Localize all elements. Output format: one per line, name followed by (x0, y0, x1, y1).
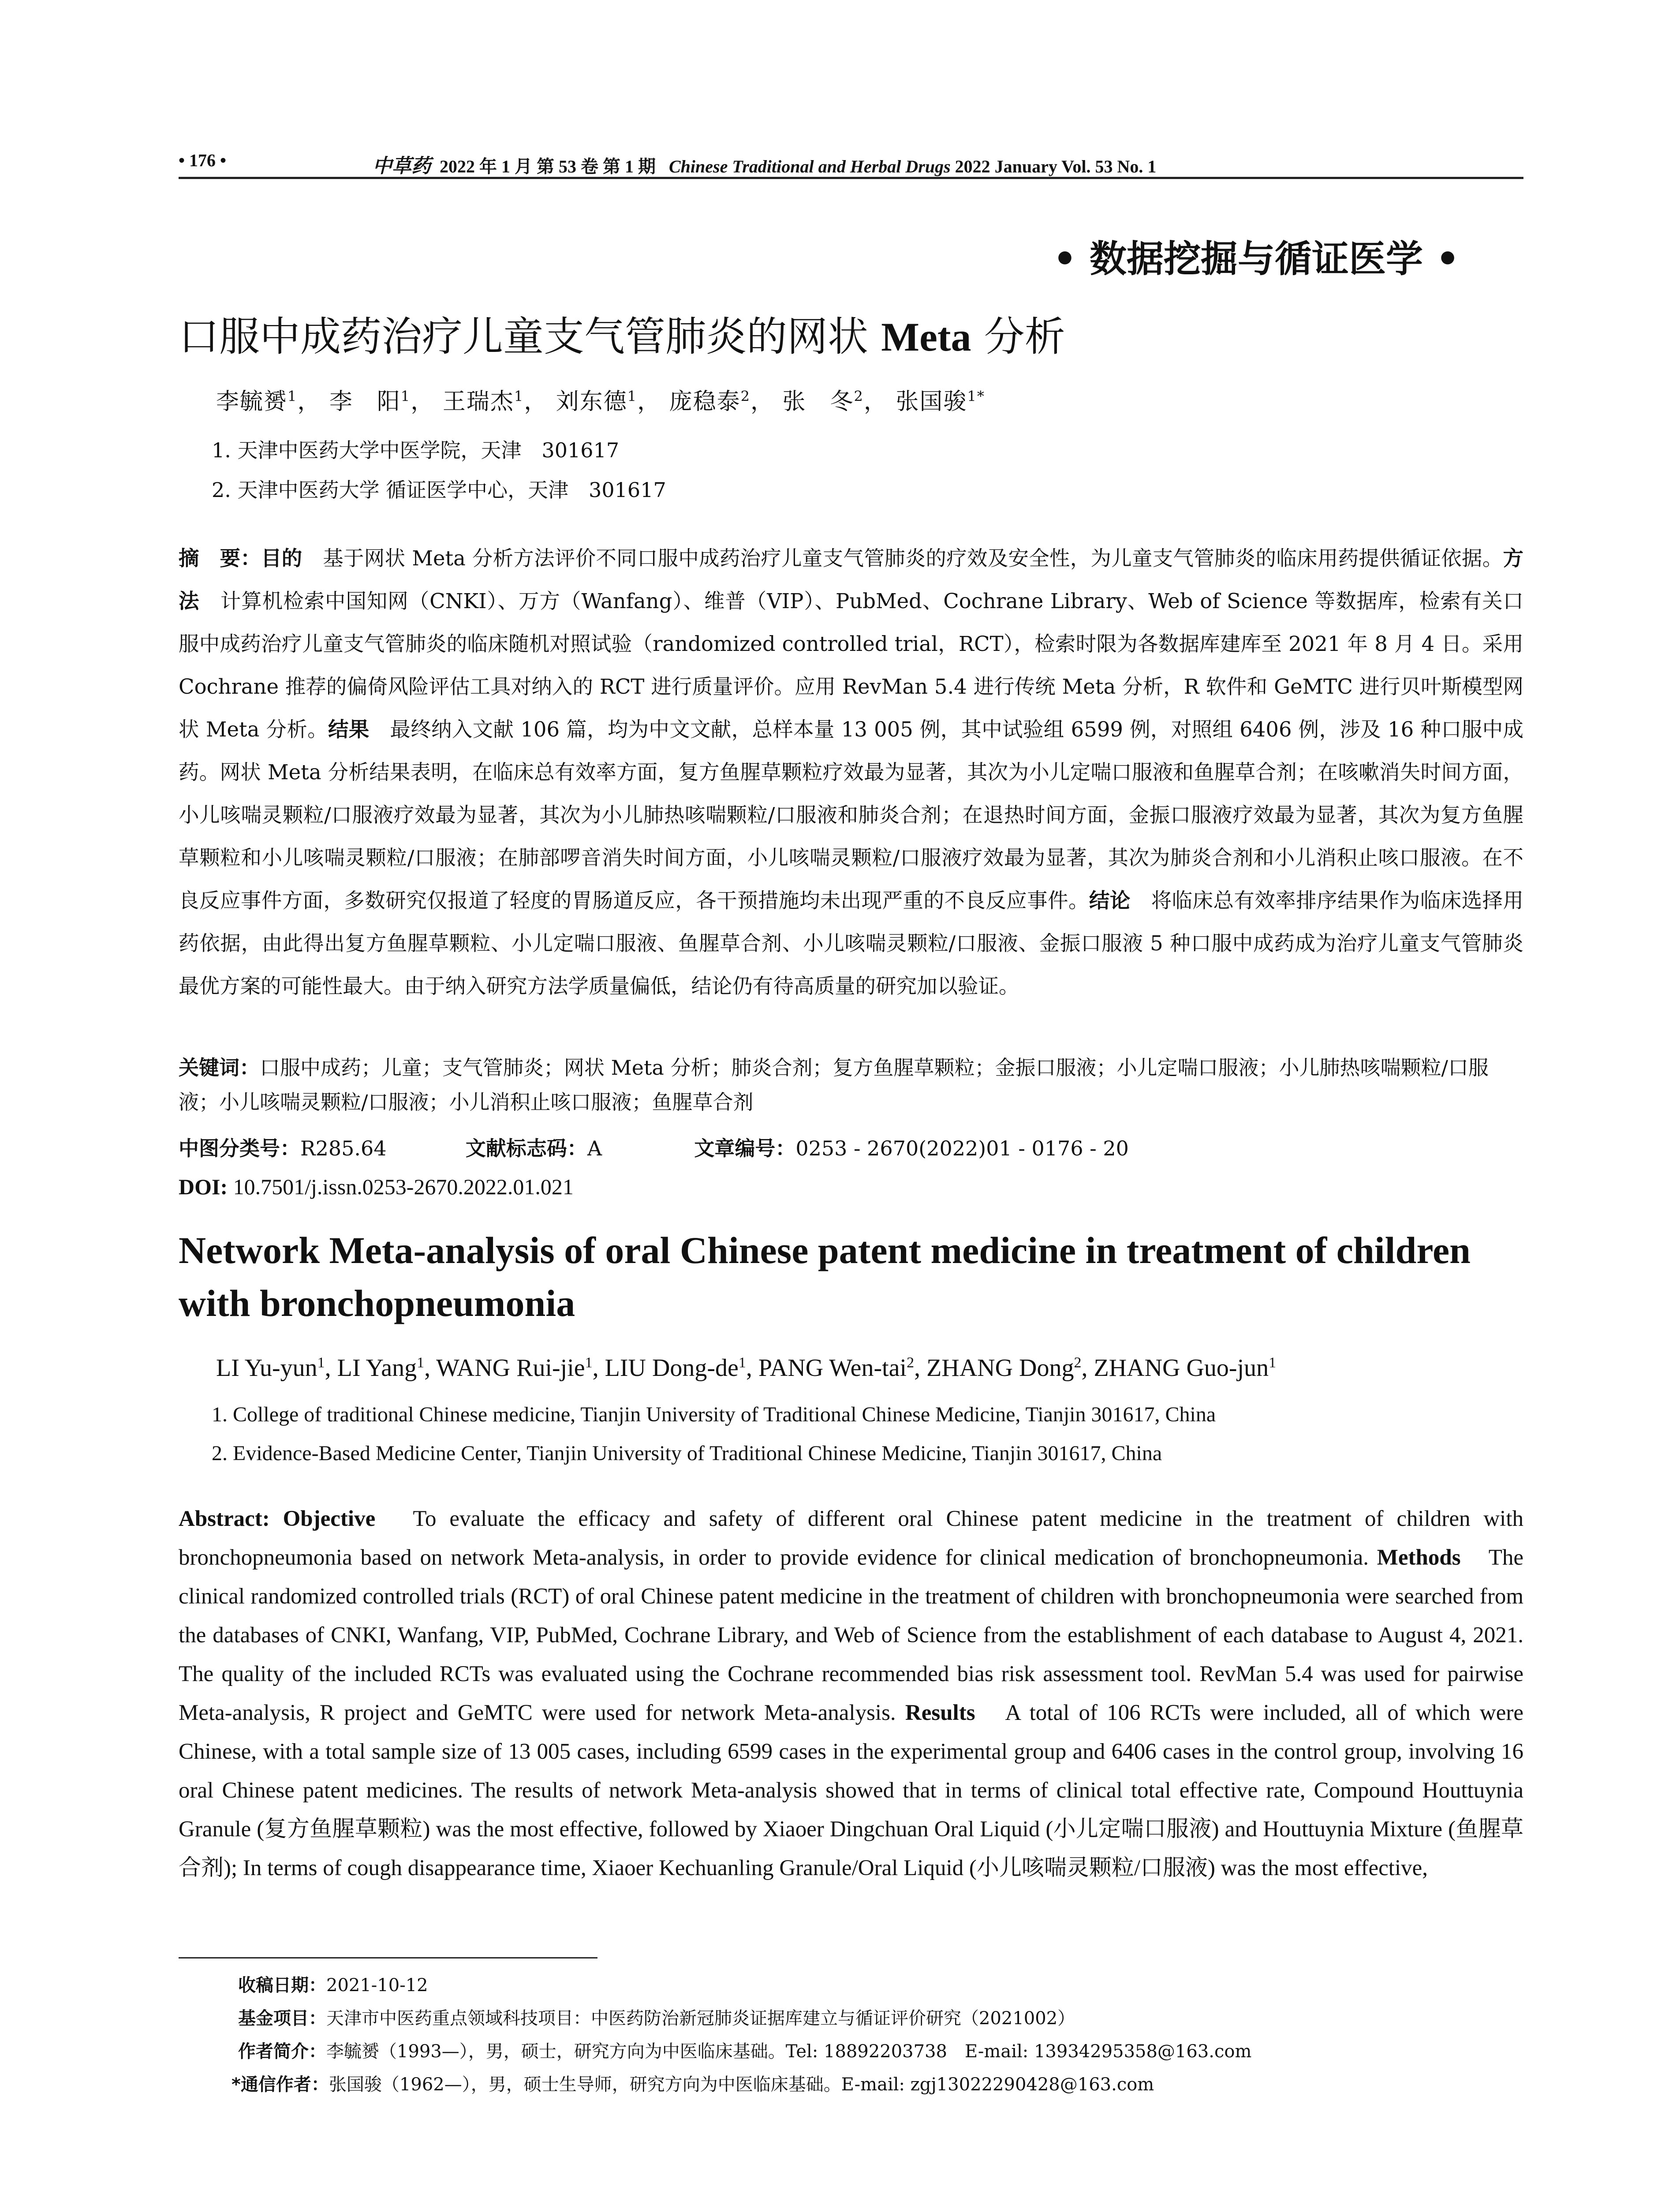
author-name-en: WANG Rui-jie (436, 1354, 585, 1382)
doc-code-value: A (587, 1136, 602, 1160)
issue-en: 2022 January Vol. 53 No. 1 (955, 157, 1157, 176)
affiliation-en-1: 1. College of traditional Chinese medicine, Tianjin University of Traditional Chinese Medicine, Tianjin 301617, China (212, 1403, 1216, 1426)
clc-value: R285.64 (300, 1136, 387, 1160)
affiliation-en-2: 2. Evidence-Based Medicine Center, Tianjin University of Traditional Chinese Medicine, Tianjin 301617, China (212, 1442, 1162, 1465)
doi-label: DOI: (179, 1174, 228, 1199)
author-affiliation-mark: 1 (317, 1354, 325, 1371)
doc-code-label: 文献标志码： (465, 1136, 587, 1160)
keywords-text: 口服中成药；儿童；支气管肺炎；网状 Meta 分析；肺炎合剂；复方鱼腥草颗粒；金振口服液；小儿定喘口服液；小儿肺热咳喘颗粒/口服液；小儿咳喘灵颗粒/口服液；小儿消积止咳口服液；鱼腥草合剂 (179, 1056, 1489, 1114)
author-affiliation-mark: 2 (907, 1354, 915, 1371)
author-name-en: LIU Dong-de (605, 1354, 739, 1382)
article-number-value: 0253 - 2670(2022)01 - 0176 - 20 (795, 1136, 1129, 1160)
author-affiliation-mark: 1 (400, 388, 411, 405)
page-number: • 176 • (179, 150, 227, 170)
footnote-label: 作者简介： (238, 2041, 326, 2062)
abstract-cn-label: 摘 要： (179, 546, 261, 570)
abstract-en-label: Abstract: Objective (179, 1506, 376, 1531)
clc-label: 中图分类号： (179, 1136, 300, 1160)
footnote-label: 基金项目： (238, 2008, 326, 2029)
objective-en-text: To evaluate the efficacy and safety of different oral Chinese patent medicine in the treatment of children with bronchopneumonia based on network Meta-analysis, in order to provide evidence for clinical medication of bronchopneumonia. (179, 1506, 1523, 1570)
footnote-text: 张国骏（1962—），男，硕士生导师，研究方向为中医临床基础。E-mail: zgj13022290428@163.com (329, 2074, 1154, 2095)
doi-line (179, 1170, 1523, 1204)
footnote-text: 2021-10-12 (326, 1975, 428, 1996)
methods-en-label: Methods (1377, 1545, 1461, 1570)
author-affiliation-mark: 1 (627, 388, 638, 405)
classification-line (179, 1131, 1523, 1166)
objective-label: 目的 (261, 546, 302, 570)
footnote-text: 李毓赟（1993—），男，硕士，研究方向为中医临床基础。Tel: 18892203738 E-mail: 13934295358@163.com (326, 2041, 1252, 2062)
methods-en-text: The clinical randomized controlled trials (RCT) of oral Chinese patent medicine in the treatment of children with bronchopneumonia were searched from the databases of CNKI, Wanfang, VIP, PubMed, Cochrane Library, and Web of Science from the establishment of each database to August 4, 2021. The quality of the included RCTs was evaluated using the Cochrane recommended bias risk assessment tool. RevMan 5.4 was used for pairwise Meta-analysis, R project and GeMTC were used for network Meta-analysis. (179, 1545, 1523, 1725)
title-cn-bold: Meta (881, 314, 971, 359)
abstract-en (179, 1499, 1523, 1887)
author-affiliation-mark: 1 (1269, 1354, 1277, 1371)
author-affiliation-mark: 1* (967, 388, 985, 405)
doi-value[interactable]: 10.7501/j.issn.0253-2670.2022.01.021 (228, 1174, 574, 1199)
authors-cn: 李毓赟$^1$， 李 阳$^1$， 王瑞杰$^1$， 刘东德$^1$， 庞稳泰$^2$， 张 冬$^2$， 张国骏$^{1*}$ (216, 388, 985, 415)
author-name: 王瑞杰 (442, 389, 514, 415)
author-name-en: PANG Wen-tai (758, 1354, 907, 1382)
results-label: 结果 (328, 718, 370, 741)
footnote-funding (238, 2004, 1075, 2029)
author-name-en: LI Yang (337, 1354, 417, 1382)
header-rule (179, 177, 1523, 179)
footnote-label: *通信作者： (231, 2074, 329, 2095)
journal-name-en: Chinese Traditional and Herbal Drugs (669, 157, 951, 176)
author-name: 张国骏 (896, 389, 967, 415)
author-name: 李 阳 (329, 389, 401, 415)
running-header (179, 145, 1523, 180)
methods-text: 计算机检索中国知网（CNKI）、万方（Wanfang）、维普（VIP）、PubMed、Cochrane Library、Web of Science 等数据库，检索有关口服中成药治疗儿童支气管肺炎的临床随机对照试验（randomized controlled trial，RCT），检索时限为各数据库建库至 2021 年 8 月 4 日。采用 Cochrane 推荐的偏倚风险评估工具对纳入的 RCT 进行质量评价。应用 RevMan 5.4 进行传统 Meta 分析，R 软件和 GeMTC 进行贝叶斯模型网状 Meta 分析。 (179, 589, 1524, 741)
affiliation-cn-1: 1. 天津中医药大学中医学院，天津 301617 (212, 438, 620, 462)
objective-text: 基于网状 Meta 分析方法评价不同口服中成药治疗儿童支气管肺炎的疗效及安全性，为儿童支气管肺炎的临床用药提供循证依据。 (302, 546, 1503, 570)
author-affiliation-mark: 1 (287, 388, 298, 405)
keywords-cn (179, 1050, 1523, 1119)
footnote-text: 天津市中医药重点领域科技项目：中医药防治新冠肺炎证据库建立与循证评价研究（2021002） (326, 2008, 1075, 2029)
authors-en: LI Yu-yun$^1$, LI Yang$^1$, WANG Rui-jie$^1$, LIU Dong-$de^1$, PANG Wen-tai$^2$, ZHANG Dong$^2$, ZHANG Guo-jun$^1$ (216, 1354, 1277, 1382)
methods-label: 方法 (179, 546, 1524, 613)
author-affiliation-mark: 2 (854, 388, 864, 405)
footnote-author-bio (238, 2037, 1251, 2063)
abstract-cn (179, 537, 1523, 1008)
conclusion-text: 将临床总有效率排序结果作为临床选择用药依据，由此得出复方鱼腥草颗粒、小儿定喘口服液、鱼腥草合剂、小儿咳喘灵颗粒/口服液、金振口服液 5 种口服中成药成为治疗儿童支气管肺炎最优方案的可能性最大。由于纳入研究方法学质量偏低，结论仍有待高质量的研究加以验证。 (179, 889, 1523, 998)
footnote-corresponding (231, 2070, 1154, 2096)
footnote-received (238, 1971, 428, 1996)
author-name: 张 冬 (782, 389, 854, 415)
author-affiliation-mark: 1 (417, 1354, 425, 1371)
title-cn-text: 口服中成药治疗儿童支气管肺炎的网状 (179, 313, 881, 360)
results-en-label: Results (905, 1700, 975, 1725)
author-affiliation-mark: 1 (738, 1354, 746, 1371)
author-name-en: ZHANG Guo-jun (1094, 1354, 1269, 1382)
author-name-en: ZHANG Dong (926, 1354, 1074, 1382)
title-cn-suffix: 分析 (971, 313, 1065, 360)
author-affiliation-mark: 2 (1074, 1354, 1082, 1371)
author-name: 庞稳泰 (669, 389, 741, 415)
conclusion-label: 结论 (1089, 889, 1131, 912)
author-name-en: LI Yu-yun (216, 1354, 317, 1382)
author-affiliation-mark: 2 (740, 388, 750, 405)
journal-info (373, 150, 1156, 178)
footnote-rule (179, 1957, 597, 1958)
article-number-label: 文章编号： (694, 1136, 796, 1160)
results-en-text: A total of 106 RCTs were included, all of which were Chinese, with a total sample size of 13 005 cases, including 6599 cases in the experimental group and 6406 cases in the control group, involving 16 oral Chinese patent medicines. The results of network Meta-analysis showed that in terms of clinical total effective rate, Compound Houttuynia Granule (复方鱼腥草颗粒) was the most effective, followed by Xiaoer Dingchuan Oral Liquid (小儿定喘口服液) and Houttuynia Mixture (鱼腥草合剂); In terms of cough disappearance time, Xiaoer Kechuanling Granule/Oral Liquid (小儿咳喘灵颗粒/口服液) was the most effective, (179, 1700, 1523, 1880)
title-cn (179, 304, 1065, 363)
results-text: 最终纳入文献 106 篇，均为中文文献，总样本量 13 005 例，其中试验组 6599 例，对照组 6406 例，涉及 16 种口服中成药。网状 Meta 分析结果表明，在临床总有效率方面，复方鱼腥草颗粒疗效最为显著，其次为小儿定喘口服液和鱼腥草合剂；在咳嗽消失时间方面，小儿咳喘灵颗粒/口服液疗效最为显著，其次为小儿肺热咳喘颗粒/口服液和肺炎合剂；在退热时间方面，金振口服液疗效最为显著，其次为复方鱼腥草颗粒和小儿咳喘灵颗粒/口服液；在肺部啰音消失时间方面，小儿咳喘灵颗粒/口服液疗效最为显著，其次为肺炎合剂和小儿消积止咳口服液。在不良反应事件方面，多数研究仅报道了轻度的胃肠道反应，各干预措施均未出现严重的不良反应事件。 (179, 718, 1523, 912)
journal-name-cn: 中草药 (373, 155, 431, 177)
title-en: Network Meta-analysis of oral Chinese patent medicine in treatment of children with bronchopneumonia (179, 1229, 1471, 1324)
author-name: 李毓赟 (216, 389, 288, 415)
author-name: 刘东德 (556, 389, 627, 415)
author-affiliation-mark: 1 (585, 1354, 593, 1371)
keywords-label: 关键词： (179, 1056, 260, 1080)
issue-cn: 2022 年 1 月 第 53 卷 第 1 期 (440, 157, 656, 176)
section-heading: • 数据挖掘与循证医学 • (1053, 237, 1460, 280)
footnote-label: 收稿日期： (238, 1975, 326, 1996)
affiliation-cn-2: 2. 天津中医药大学 循证医学中心，天津 301617 (212, 478, 666, 502)
author-affiliation-mark: 1 (514, 388, 524, 405)
